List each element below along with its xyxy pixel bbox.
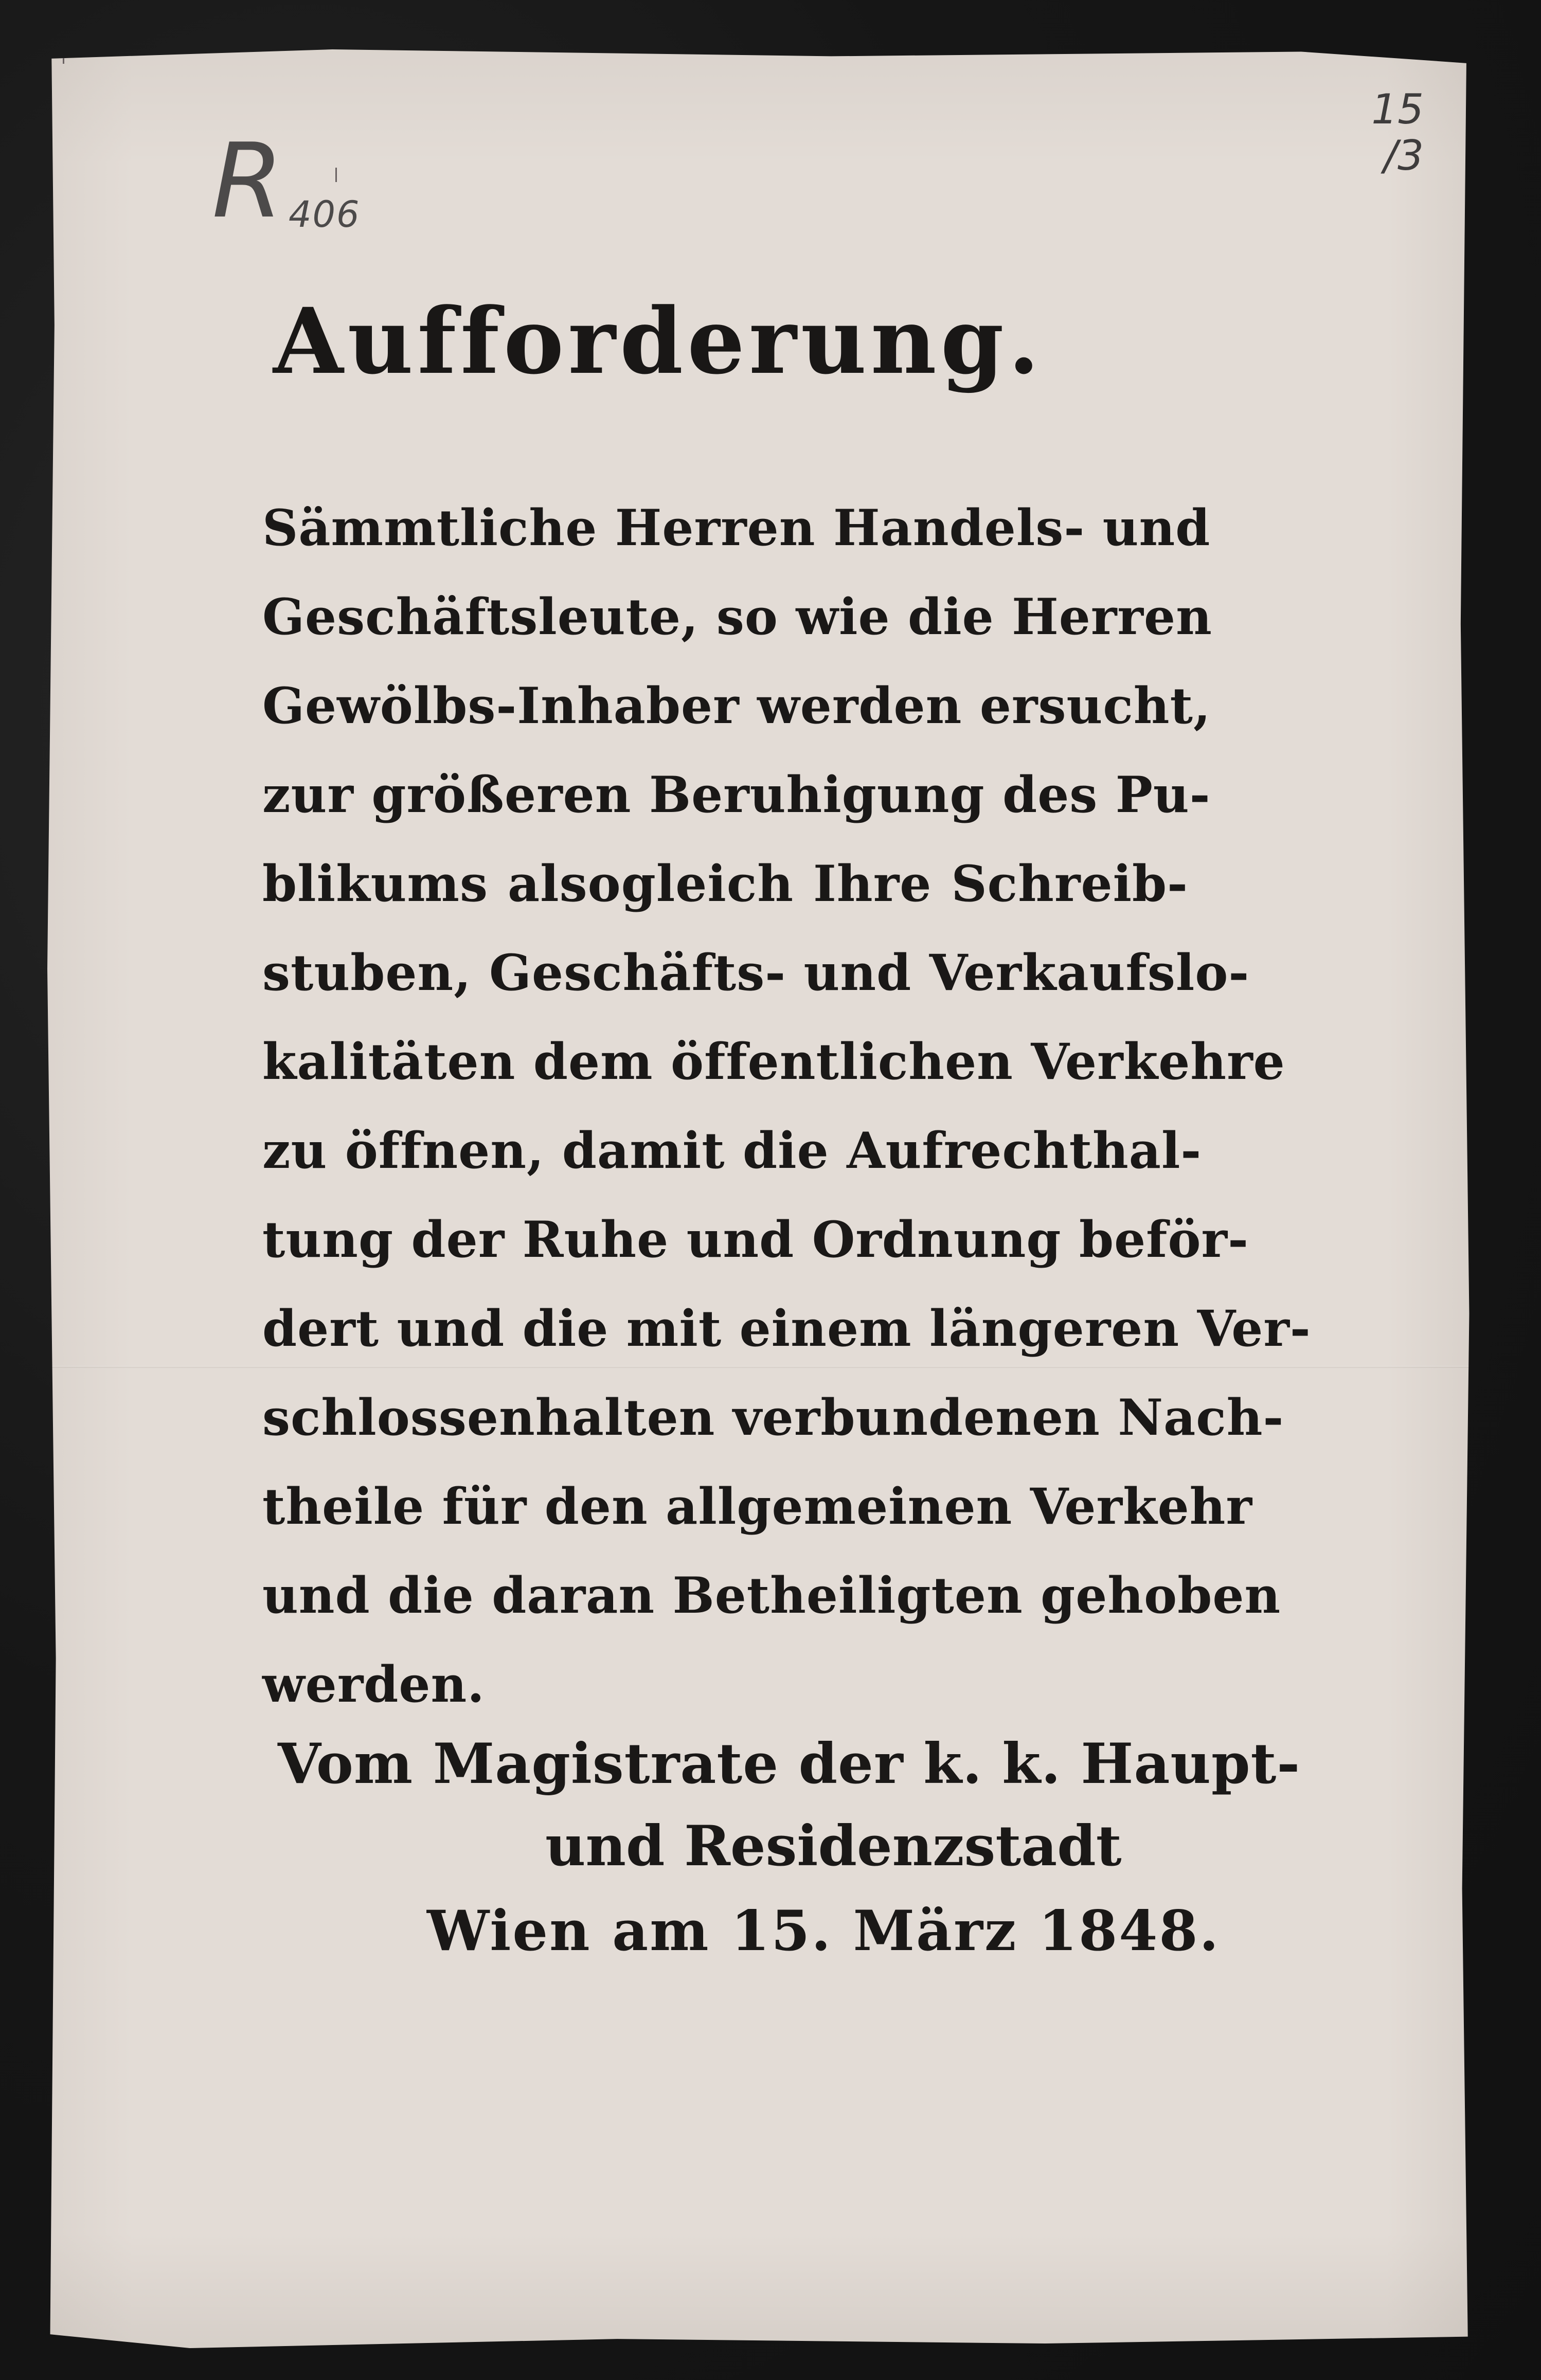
signature-date: Wien am 15. März 1848. bbox=[427, 1899, 1221, 1963]
body-line: zur größeren Beruhigung des Pu- bbox=[262, 766, 1211, 824]
body-line: stuben, Geschäfts- und Verkaufslo- bbox=[262, 944, 1250, 1002]
archive-number: 406 bbox=[288, 193, 361, 236]
body-line: blikums alsogleich Ihre Schreib- bbox=[262, 855, 1188, 913]
body-line: theile für den allgemeinen Verkehr bbox=[262, 1477, 1253, 1536]
body-line: kalitäten dem öffentlichen Verkehre bbox=[262, 1033, 1285, 1091]
archive-letter: R bbox=[212, 121, 284, 241]
archive-mark bbox=[212, 121, 361, 241]
folio-bottom: /3 bbox=[1384, 132, 1424, 179]
body-text bbox=[262, 483, 1311, 1729]
body-line: dert und die mit einem längeren Ver- bbox=[262, 1300, 1311, 1358]
document-title: Aufforderung. bbox=[273, 288, 1044, 394]
body-line: Gewölbs-Inhaber werden ersucht, bbox=[262, 677, 1211, 735]
folio-number bbox=[1331, 86, 1424, 179]
body-line: Geschäftsleute, so wie die Herren bbox=[262, 588, 1212, 646]
folio-top: 15 bbox=[1371, 85, 1424, 133]
signature-block bbox=[278, 1723, 1301, 1975]
body-line: schlossenhalten verbundenen Nach- bbox=[262, 1389, 1284, 1447]
body-line: und die daran Betheiligten gehoben bbox=[262, 1566, 1281, 1625]
body-line: werden. bbox=[262, 1655, 485, 1714]
body-line: Sämmtliche Herren Handels- und bbox=[262, 499, 1211, 557]
body-line: zu öffnen, damit die Aufrechthal- bbox=[262, 1122, 1202, 1180]
signature-city-type: und Residenzstadt bbox=[545, 1814, 1122, 1879]
signature-issuer: Vom Magistrate der k. k. Haupt- bbox=[278, 1732, 1301, 1796]
body-line: tung der Ruhe und Ordnung beför- bbox=[262, 1211, 1249, 1269]
